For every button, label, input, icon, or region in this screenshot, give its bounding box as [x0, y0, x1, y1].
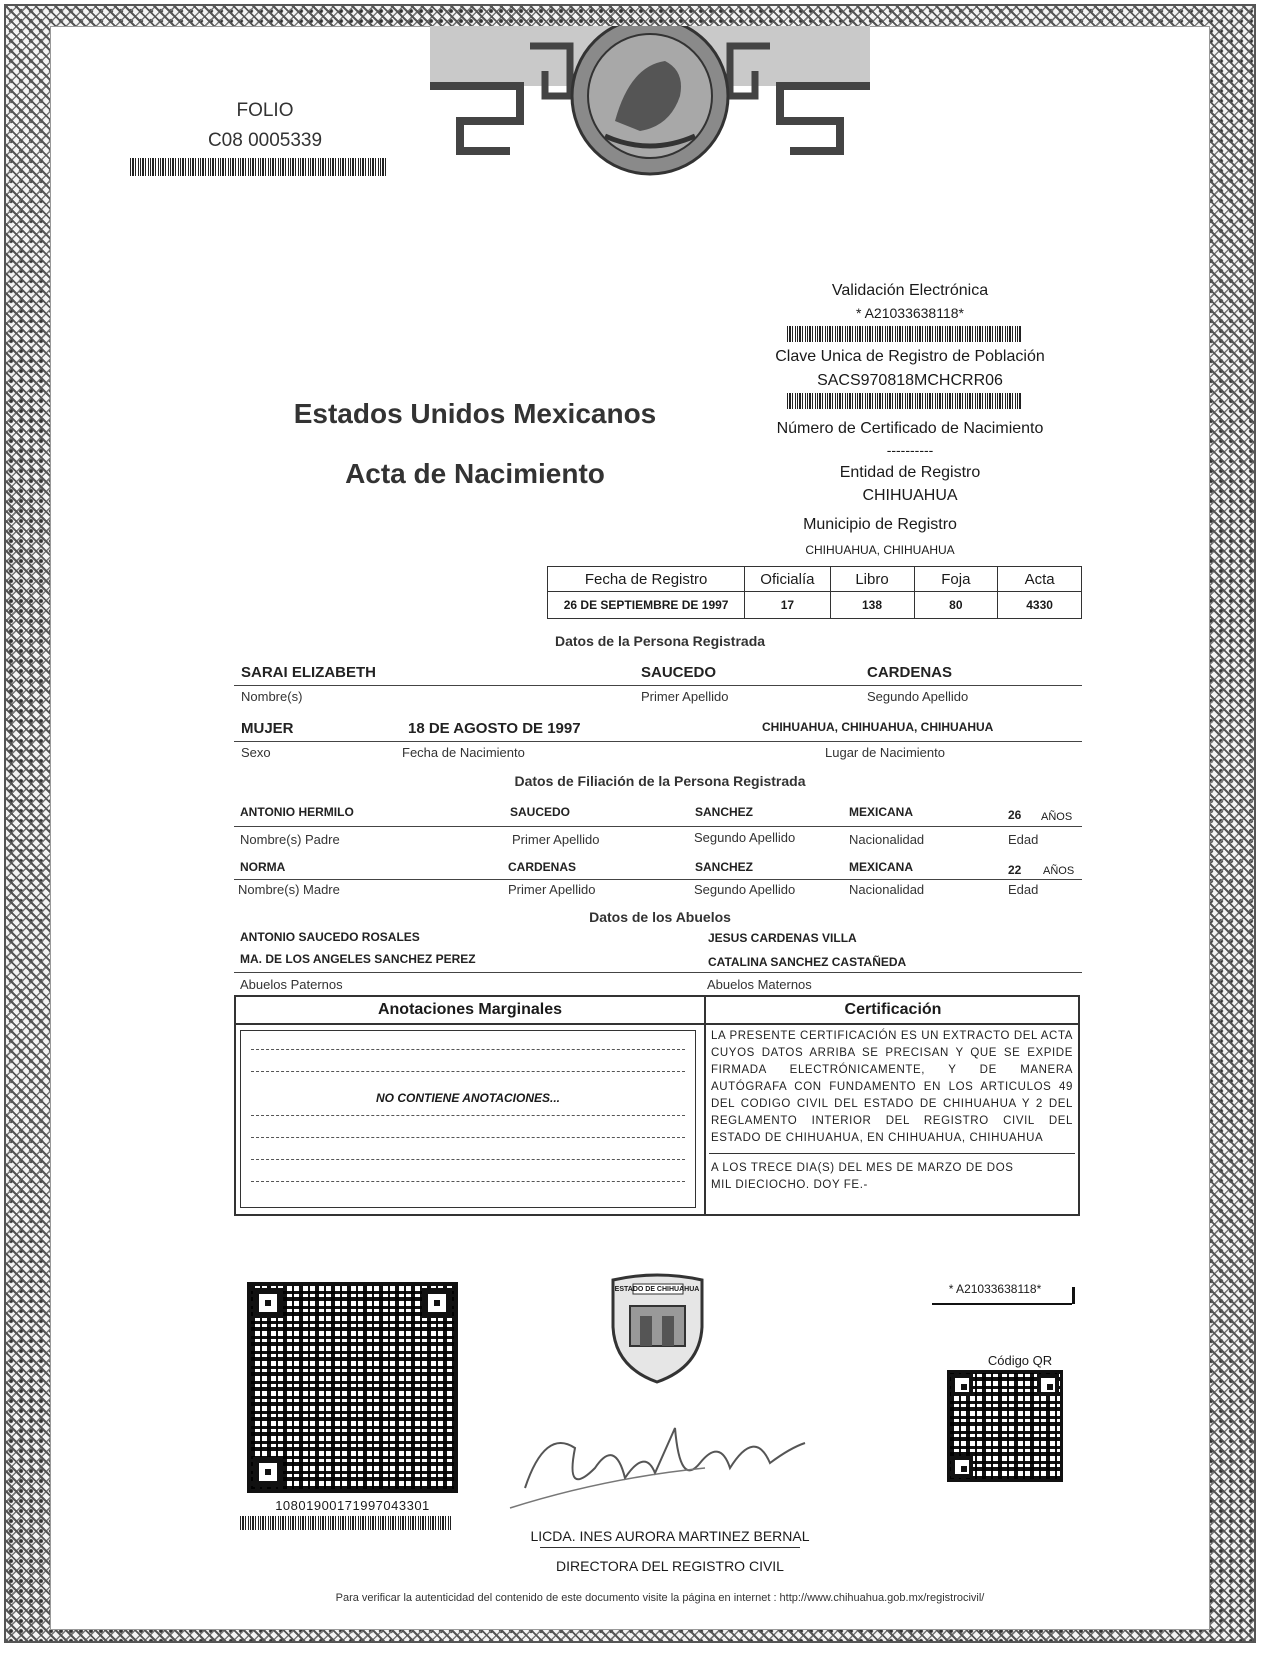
document-title: Acta de Nacimiento — [345, 458, 605, 489]
paternal-grandparents-label: Abuelos Paternos — [240, 977, 343, 992]
registry-date: 26 DE SEPTIEMBRE DE 1997 — [548, 592, 745, 619]
mother-first-surname: CARDENAS — [508, 860, 577, 874]
validation-barcode — [787, 326, 1022, 342]
person-names-label: Nombre(s) — [241, 689, 303, 704]
divider — [234, 972, 1082, 973]
registry-header-office: Oficialía — [745, 567, 830, 592]
mother-second-surname: SANCHEZ — [695, 860, 754, 874]
divider — [234, 685, 1082, 686]
person-first-surname-label: Primer Apellido — [641, 689, 729, 704]
registry-table — [547, 566, 1082, 619]
qr-number: 10801900171997043301 — [275, 1498, 430, 1513]
birth-certificate-number-label: Número de Certificado de Nacimiento — [776, 420, 1044, 437]
registry-record: 4330 — [998, 592, 1082, 619]
father-first-surname: SAUCEDO — [510, 805, 571, 819]
qr-code-right — [947, 1370, 1063, 1482]
divider — [1072, 1287, 1075, 1304]
mother-nationality-label: Nacionalidad — [849, 882, 925, 897]
verification-note: Para verificar la autenticidad del contenido de este documento visite la página en internet : http://www.chihuahua.gob.mx/registrocivil/ — [335, 1592, 985, 1604]
mother-names: NORMA — [240, 860, 286, 874]
certification-text: LA PRESENTE CERTIFICACIÓN ES UN EXTRACTO DEL ACTA CUYOS DATOS ARRIBA SE PRECISAN Y QUE SE EXPIDE FIRMADA ELECTRÓNICAMENTE, Y DE MANERA AUTÓGRAFA CON FUNDAMENTO EN LOS ARTICULOS 49 DEL CODIGO CIVIL DEL ESTADO DE CHIHUAHUA Y 2 DEL REGLAMENTO INTERIOR DEL REGISTRO CIVIL DEL ESTADO DE CHIHUAHUA, EN CHIHUAHUA, CHIHUAHUA — [711, 1030, 1073, 1144]
signer-name: LICDA. INES AURORA MARTINEZ BERNAL — [530, 1528, 810, 1544]
father-names-label: Nombre(s) Padre — [240, 832, 340, 847]
father-age-unit: AÑOS — [1041, 811, 1073, 823]
curp-barcode — [787, 393, 1022, 409]
curp-value: SACS970818MCHCRR06 — [817, 372, 1003, 389]
mother-first-surname-label: Primer Apellido — [508, 882, 596, 897]
annotations-text: NO CONTIENE ANOTACIONES... — [241, 1091, 695, 1105]
mother-names-label: Nombre(s) Madre — [238, 882, 340, 897]
mother-age: 22 — [1008, 863, 1022, 877]
person-names: SARAI ELIZABETH — [241, 664, 376, 681]
father-first-surname-label: Primer Apellido — [512, 832, 600, 847]
annotations-title: Anotaciones Marginales — [377, 1001, 563, 1018]
qr-label: Código QR — [987, 1353, 1053, 1368]
divider — [932, 1303, 1072, 1305]
father-names: ANTONIO HERMILO — [240, 805, 354, 819]
folio-number: C08 0005339 — [207, 130, 323, 151]
filiation-section-title: Datos de Filiación de la Persona Registrada — [514, 773, 806, 789]
mother-age-label: Edad — [1008, 882, 1039, 897]
father-age-label: Edad — [1008, 832, 1039, 847]
curp-label: Clave Unica de Registro de Población — [775, 348, 1045, 365]
registry-page: 80 — [914, 592, 998, 619]
father-nationality-label: Nacionalidad — [849, 832, 925, 847]
validation-code: * A21033638118* — [856, 305, 964, 321]
mother-age-unit: AÑOS — [1043, 865, 1075, 877]
validation-label: Validación Electrónica — [831, 282, 989, 299]
signature-line — [540, 1547, 800, 1548]
father-age: 26 — [1008, 808, 1022, 822]
divider — [234, 1023, 1080, 1025]
paternal-grandmother: MA. DE LOS ANGELES SANCHEZ PEREZ — [240, 952, 476, 966]
right-validation-code: * A21033638118* — [948, 1282, 1042, 1296]
svg-text:Ines Aurora Martinez: Ines Aurora Martinez — [510, 1499, 612, 1511]
father-second-surname-label: Segundo Apellido — [694, 830, 796, 845]
national-seal-emblem — [430, 26, 870, 186]
father-nationality: MEXICANA — [849, 805, 914, 819]
maternal-grandfather: JESUS CARDENAS VILLA — [708, 931, 857, 945]
person-second-surname: CARDENAS — [867, 664, 953, 681]
divider — [709, 1153, 1075, 1154]
qr-number-barcode — [240, 1516, 452, 1530]
person-first-surname: SAUCEDO — [641, 664, 717, 681]
divider — [234, 741, 1082, 742]
grandparents-section-title: Datos de los Abuelos — [589, 909, 731, 925]
maternal-grandmother: CATALINA SANCHEZ CASTAÑEDA — [708, 955, 907, 969]
paternal-grandfather: ANTONIO SAUCEDO ROSALES — [240, 930, 420, 944]
person-birth-date-label: Fecha de Nacimiento — [402, 745, 525, 760]
person-birth-place-label: Lugar de Nacimiento — [825, 745, 945, 760]
signer-title: DIRECTORA DEL REGISTRO CIVIL — [556, 1558, 784, 1574]
certification-title: Certificación — [844, 1001, 942, 1018]
annotations-box — [240, 1030, 696, 1208]
registry-entity-label: Entidad de Registro — [839, 464, 981, 481]
registry-header-book: Libro — [830, 567, 914, 592]
country-title: Estados Unidos Mexicanos — [293, 398, 657, 429]
signature-image — [505, 1408, 825, 1518]
registry-header-record: Acta — [998, 567, 1082, 592]
person-section-title: Datos de la Persona Registrada — [554, 633, 766, 649]
registry-entity: CHIHUAHUA — [862, 487, 958, 504]
person-sex: MUJER — [241, 720, 294, 737]
mother-nationality: MEXICANA — [849, 860, 914, 874]
qr-code-left — [247, 1282, 458, 1493]
registry-municipality-label: Municipio de Registro — [803, 516, 957, 533]
birth-certificate-number: ---------- — [886, 442, 934, 458]
folio-label: FOLIO — [236, 100, 294, 121]
person-birth-place: CHIHUAHUA, CHIHUAHUA, CHIHUAHUA — [762, 720, 994, 734]
divider — [704, 995, 706, 1216]
registry-header-page: Foja — [914, 567, 998, 592]
divider — [234, 826, 1082, 827]
divider — [234, 879, 1082, 880]
mother-second-surname-label: Segundo Apellido — [694, 882, 796, 897]
seal-text: ESTADO DE CHIHUAHUA — [614, 1286, 700, 1293]
certification-date: A LOS TRECE DIA(S) DEL MES DE MARZO DE DOS MIL DIECIOCHO. DOY FE.- — [711, 1162, 1014, 1191]
person-sex-label: Sexo — [241, 745, 271, 760]
maternal-grandparents-label: Abuelos Maternos — [707, 977, 812, 992]
father-second-surname: SANCHEZ — [695, 805, 754, 819]
registry-municipality: CHIHUAHUA, CHIHUAHUA — [805, 543, 955, 557]
registry-header-date: Fecha de Registro — [548, 567, 745, 592]
folio-barcode — [130, 158, 386, 176]
registry-office: 17 — [745, 592, 830, 619]
person-second-surname-label: Segundo Apellido — [867, 689, 969, 704]
person-birth-date: 18 DE AGOSTO DE 1997 — [408, 720, 581, 737]
registry-book: 138 — [830, 592, 914, 619]
